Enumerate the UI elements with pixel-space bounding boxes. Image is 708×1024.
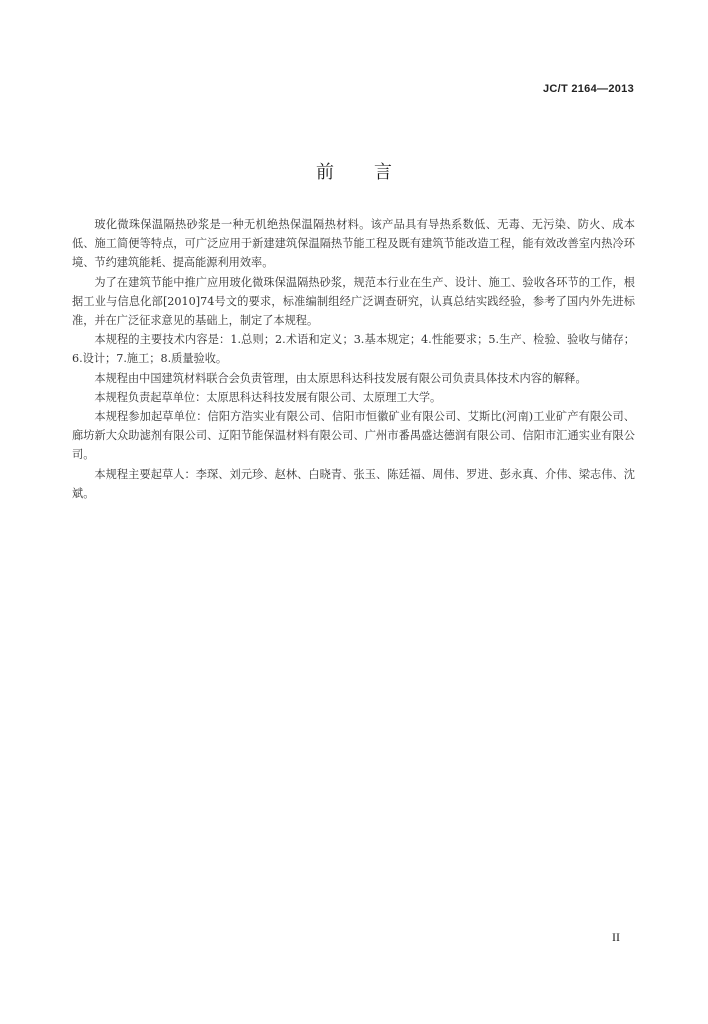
title-char-2: 言 bbox=[374, 162, 392, 183]
foreword-body bbox=[72, 215, 635, 503]
title-char-1: 前 bbox=[316, 162, 334, 183]
paragraph-management: 本规程由中国建筑材料联合会负责管理，由太原思科达科技发展有限公司负责具体技术内容的解释。 bbox=[94, 371, 587, 385]
paragraph-participating-drafters: 本规程参加起草单位：信阳方浩实业有限公司、信阳市恒徽矿业有限公司、艾斯比(河南)工业矿产有限公司、廊坊新大众助滤剂有限公司、辽阳节能保温材料有限公司、广州市番禺盛达德润有限公司、信阳市汇通实业有限公司。 bbox=[72, 410, 635, 462]
paragraph-main-drafters: 本规程主要起草人：李琛、刘元珍、赵林、白晓青、张玉、陈廷福、周伟、罗进、彭永真、介伟、梁志伟、沈斌。 bbox=[72, 467, 635, 500]
page-number: II bbox=[612, 930, 620, 944]
paragraph-purpose: 为了在建筑节能中推广应用玻化微珠保温隔热砂浆，规范本行业在生产、设计、施工、验收各环节的工作，根据工业与信息化部[2010]74号文的要求，标准编制组经广泛调查研究，认真总结实践经验，参考了国内外先进标准，并在广泛征求意见的基础上，制定了本规程。 bbox=[72, 275, 635, 328]
paragraph-intro: 玻化微珠保温隔热砂浆是一种无机绝热保温隔热材料。该产品具有导热系数低、无毒、无污染、防火、成本低、施工简便等特点，可广泛应用于新建建筑保温隔热节能工程及既有建筑节能改造工程，能有效改善室内热冷环境、节约建筑能耗、提高能源利用效率。 bbox=[72, 218, 635, 270]
standard-code: JC/T 2164—2013 bbox=[542, 83, 634, 95]
paragraph-contents: 本规程的主要技术内容是：1.总则；2.术语和定义；3.基本规定；4.性能要求；5.生产、检验、验收与储存；6.设计；7.施工；8.质量验收。 bbox=[72, 333, 635, 366]
page-title bbox=[0, 158, 708, 184]
paragraph-lead-drafters: 本规程负责起草单位：太原思科达科技发展有限公司、太原理工大学。 bbox=[94, 390, 442, 404]
